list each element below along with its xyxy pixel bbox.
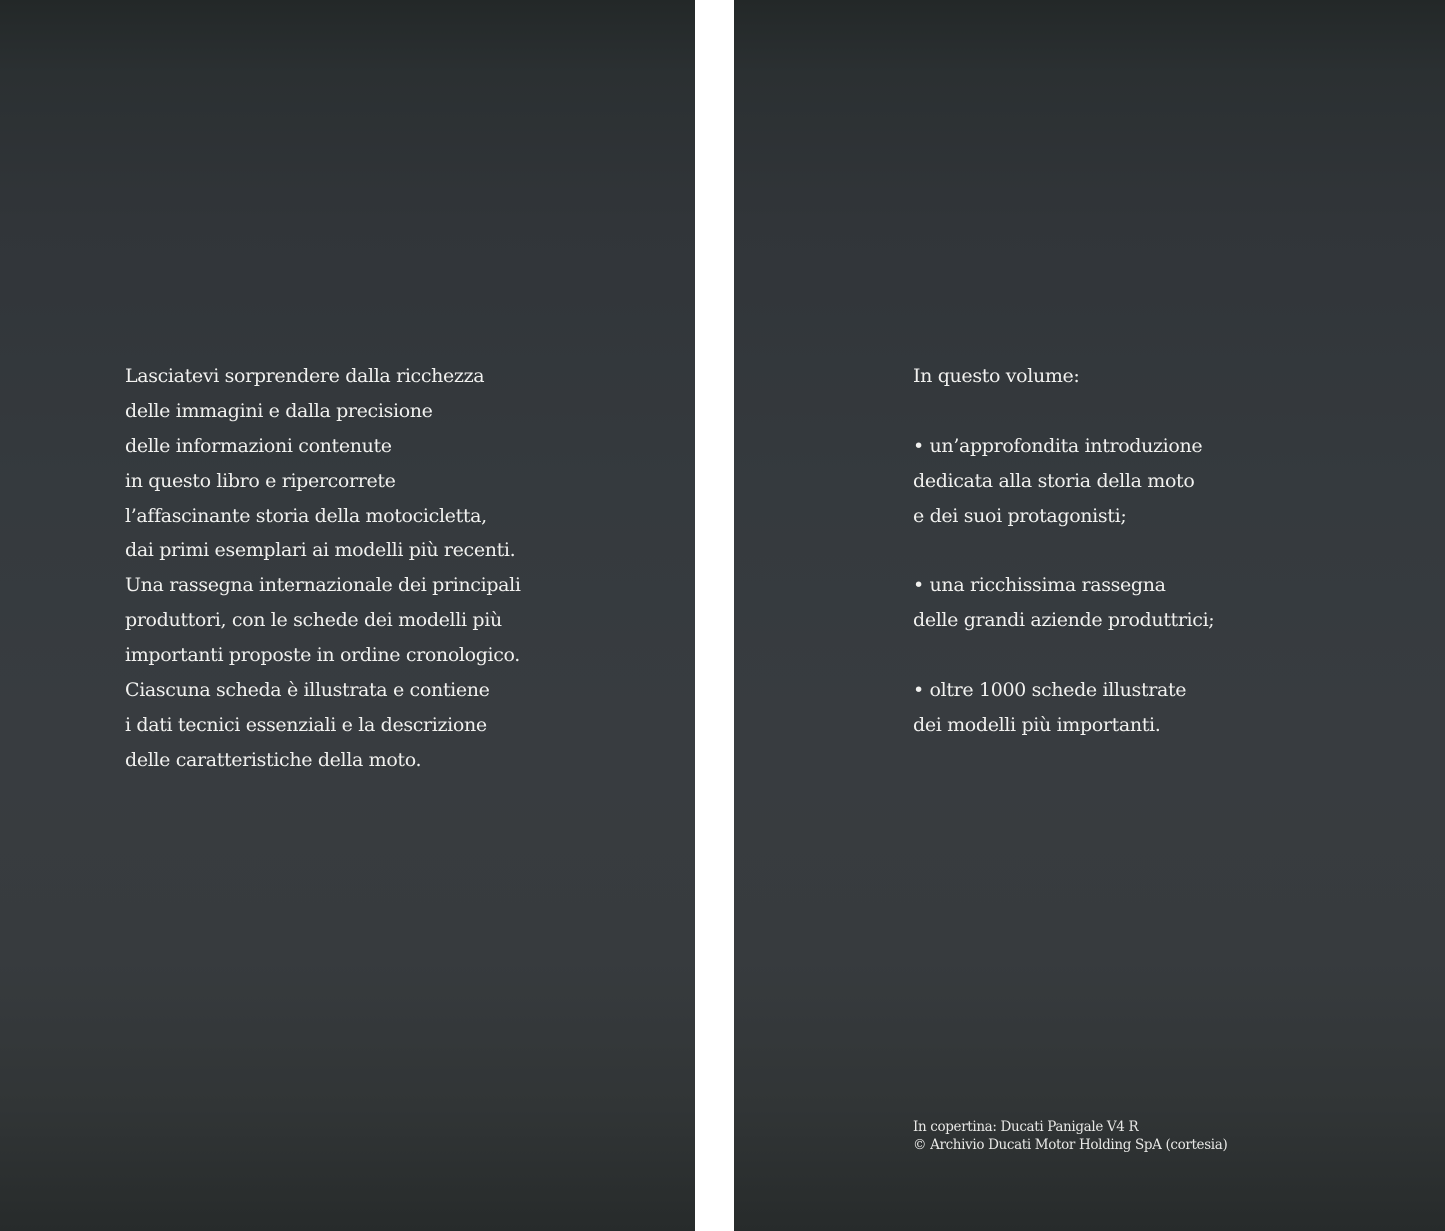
bullet-item-manufacturers [913, 568, 1214, 638]
bullet-line: • un’approfondita introduzione [913, 434, 1203, 457]
contents-heading: In questo volume: [913, 365, 1080, 387]
cover-photo-caption: In copertina: Ducati Panigale V4 R [913, 1119, 1139, 1135]
description-line: i dati tecnici essenziali e la descrizione [125, 713, 487, 736]
description-line: in questo libro e ripercorrete [125, 469, 396, 492]
description-text [125, 359, 521, 778]
spacer [913, 638, 1214, 673]
description-line: Ciascuna scheda è illustrata e contiene [125, 679, 490, 702]
left-cover-panel [0, 0, 695, 1231]
description-line: importanti proposte in ordine cronologico. [125, 644, 520, 667]
contents-list [913, 359, 1214, 743]
bullet-line: e dei suoi protagonisti; [913, 504, 1127, 527]
spacer [913, 533, 1214, 568]
bullet-line: dedicata alla storia della moto [913, 469, 1195, 492]
cover-credits [913, 1118, 1227, 1154]
bullet-line: dei modelli più importanti. [913, 713, 1161, 736]
description-line: l’affascinante storia della motocicletta, [125, 504, 487, 527]
description-line: delle informazioni contenute [125, 434, 392, 457]
bullet-line: • oltre 1000 schede illustrate [913, 679, 1187, 702]
description-line: produttori, con le schede dei modelli più [125, 609, 502, 632]
bullet-line: • una ricchissima rassegna [913, 574, 1166, 597]
spacer [913, 394, 1214, 429]
bullet-item-model-sheets [913, 673, 1214, 743]
description-line: Una rassegna internazionale dei principali [125, 574, 521, 597]
right-cover-panel [734, 0, 1445, 1231]
description-line: delle caratteristiche della moto. [125, 748, 422, 771]
bullet-line: delle grandi aziende produttrici; [913, 609, 1215, 632]
copyright-notice: © Archivio Ducati Motor Holding SpA (cortesia) [913, 1137, 1228, 1153]
description-line: Lasciatevi sorprendere dalla ricchezza [125, 365, 485, 387]
description-line: dai primi esemplari ai modelli più recenti. [125, 539, 516, 562]
description-line: delle immagini e dalla precisione [125, 399, 433, 422]
bullet-item-introduction [913, 429, 1214, 534]
